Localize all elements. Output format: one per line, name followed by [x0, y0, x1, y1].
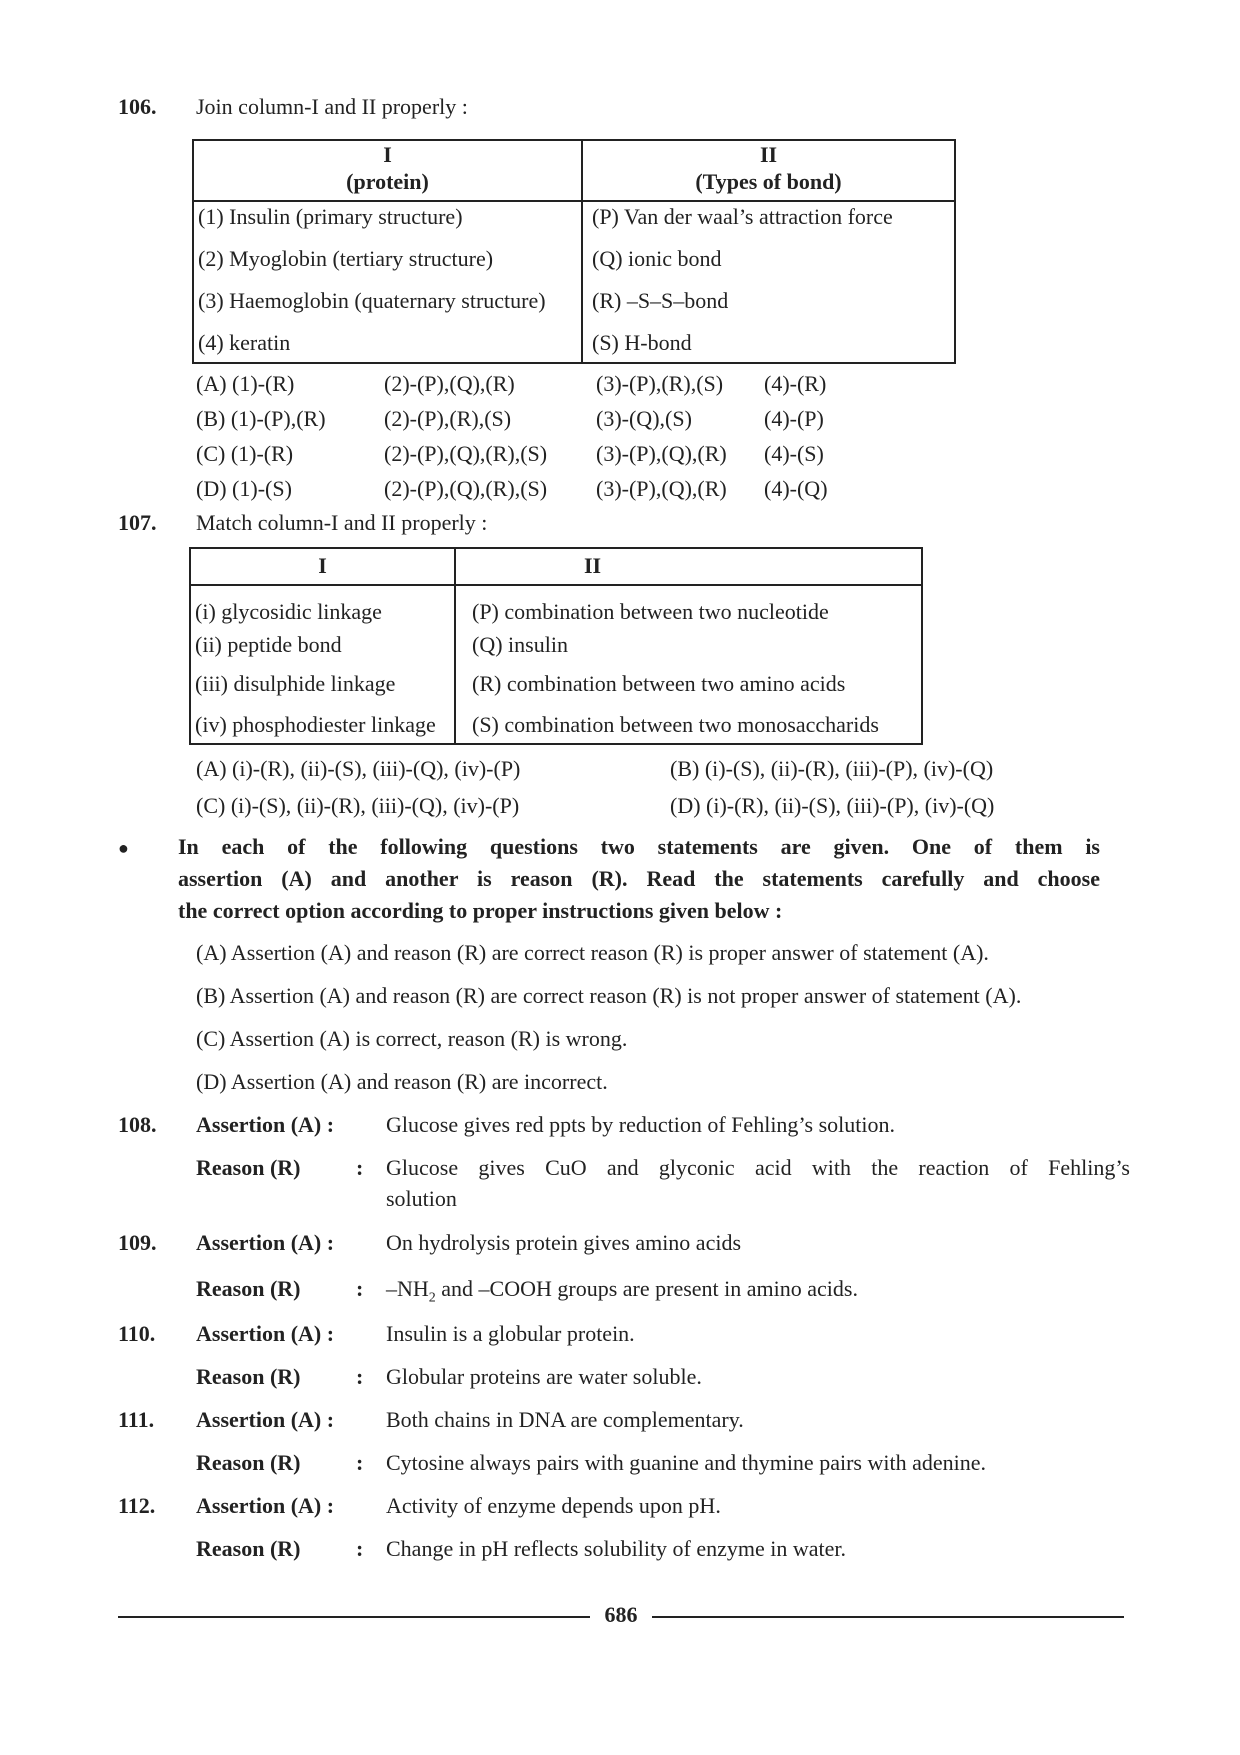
- table-cell: (iv) phosphodiester linkage: [195, 712, 436, 737]
- assertion-label: Assertion (A) :: [196, 1407, 335, 1432]
- reason-colon: :: [356, 1450, 364, 1475]
- instruction-line: In each of the following questions two statements are given. One of them is: [178, 834, 1100, 859]
- reason-text: Globular proteins are water soluble.: [386, 1364, 702, 1389]
- option-part: (3)-(P),(R),(S): [596, 371, 724, 396]
- assertion-text: Activity of enzyme depends upon pH.: [386, 1493, 721, 1518]
- bullet-icon: ●: [118, 838, 129, 858]
- assertion-label: Assertion (A) :: [196, 1230, 335, 1255]
- table-cell: (3) Haemoglobin (quaternary structure): [198, 288, 546, 313]
- reason-colon: :: [356, 1155, 364, 1180]
- option-part: (3)-(P),(Q),(R): [596, 476, 727, 501]
- footer-rule-right: [652, 1616, 1124, 1618]
- assertion-text: On hydrolysis protein gives amino acids: [386, 1230, 742, 1255]
- reason-text: Cytosine always pairs with guanine and thymine pairs with adenine.: [386, 1450, 986, 1475]
- option-part: (C) (1)-(R): [196, 441, 294, 466]
- option-part: (2)-(P),(Q),(R): [384, 371, 515, 396]
- column-header: I: [383, 142, 392, 167]
- assertion-text: Both chains in DNA are complementary.: [386, 1407, 744, 1432]
- reason-text-continued: solution: [386, 1186, 457, 1211]
- option: (D) (i)-(R), (ii)-(S), (iii)-(P), (iv)-(Q): [670, 793, 995, 818]
- reason-label: Reason (R): [196, 1450, 301, 1475]
- option-part: (4)-(P): [764, 406, 824, 431]
- instruction-line: the correct option according to proper instructions given below :: [178, 898, 783, 923]
- reason-label: Reason (R): [196, 1364, 301, 1389]
- option-part: (2)-(P),(Q),(R),(S): [384, 441, 548, 466]
- reason-label: Reason (R): [196, 1155, 301, 1180]
- table-cell: (P) combination between two nucleotide: [472, 599, 829, 624]
- option-part: (4)-(Q): [764, 476, 828, 501]
- question-number: 108.: [118, 1112, 157, 1137]
- table-cell: (R) combination between two amino acids: [472, 671, 846, 696]
- instruction-option: (A) Assertion (A) and reason (R) are correct reason (R) is proper answer of statement (A).: [196, 940, 989, 965]
- assertion-text: Glucose gives red ppts by reduction of Fehling’s solution.: [386, 1112, 895, 1137]
- table-cell: (Q) ionic bond: [592, 246, 722, 271]
- table-cell: (i) glycosidic linkage: [195, 599, 382, 624]
- option-part: (A) (1)-(R): [196, 371, 295, 396]
- reason-text: Change in pH reflects solubility of enzyme in water.: [386, 1536, 847, 1561]
- option-part: (B) (1)-(P),(R): [196, 406, 326, 431]
- assertion-text: Insulin is a globular protein.: [386, 1321, 635, 1346]
- footer-rule-left: [118, 1616, 590, 1618]
- table-cell: (P) Van der waal’s attraction force: [592, 204, 893, 229]
- table-cell: (2) Myoglobin (tertiary structure): [198, 246, 494, 271]
- option: (A) (i)-(R), (ii)-(S), (iii)-(Q), (iv)-(P): [196, 756, 521, 781]
- table-cell: (4) keratin: [198, 330, 291, 355]
- reason-colon: :: [356, 1276, 364, 1301]
- question-number: 106.: [118, 94, 157, 119]
- table-cell: (R) –S–S–bond: [592, 288, 729, 313]
- option-part: (D) (1)-(S): [196, 476, 292, 501]
- column-header: II: [584, 553, 602, 578]
- assertion-label: Assertion (A) :: [196, 1321, 335, 1346]
- reason-colon: :: [356, 1536, 364, 1561]
- reason-colon: :: [356, 1364, 364, 1389]
- option: (B) (i)-(S), (ii)-(R), (iii)-(P), (iv)-(Q): [670, 756, 994, 781]
- column-header: II: [759, 142, 778, 167]
- question-number: 107.: [118, 510, 157, 535]
- instruction-option: (C) Assertion (A) is correct, reason (R) is wrong.: [196, 1026, 628, 1051]
- reason-text: Glucose gives CuO and glyconic acid with the reaction of Fehling’s: [386, 1155, 1130, 1180]
- table-cell: (ii) peptide bond: [195, 632, 342, 657]
- question-number: 110.: [118, 1321, 156, 1346]
- instruction-option: (D) Assertion (A) and reason (R) are incorrect.: [196, 1069, 608, 1094]
- page-number: 686: [604, 1602, 638, 1627]
- table-cell: (Q) insulin: [472, 632, 568, 657]
- subscript: 2: [428, 1290, 436, 1306]
- question-number: 111.: [118, 1407, 155, 1432]
- table-cell: (1) Insulin (primary structure): [198, 204, 463, 229]
- question-text: Join column-I and II properly :: [196, 94, 468, 119]
- question-number: 112.: [118, 1493, 156, 1518]
- instruction-line: assertion (A) and another is reason (R). Read the statements carefully and choose: [178, 866, 1100, 891]
- instruction-option: (B) Assertion (A) and reason (R) are correct reason (R) is not proper answer of statement (A).: [196, 983, 1022, 1008]
- option-part: (4)-(S): [764, 441, 824, 466]
- reason-rest: and –COOH groups are present in amino acids.: [435, 1276, 858, 1301]
- option-part: (3)-(P),(Q),(R): [596, 441, 727, 466]
- option: (C) (i)-(S), (ii)-(R), (iii)-(Q), (iv)-(P): [196, 793, 520, 818]
- column-header: I: [318, 553, 327, 578]
- column-subheader: (protein): [346, 169, 429, 194]
- table-cell: (S) H-bond: [592, 330, 692, 355]
- reason-formula: –NH: [386, 1276, 429, 1301]
- option-part: (3)-(Q),(S): [596, 406, 692, 431]
- reason-label: Reason (R): [196, 1536, 301, 1561]
- question-number: 109.: [118, 1230, 157, 1255]
- option-part: (4)-(R): [764, 371, 827, 396]
- reason-label: Reason (R): [196, 1276, 301, 1301]
- question-text: Match column-I and II properly :: [196, 510, 488, 535]
- option-part: (2)-(P),(Q),(R),(S): [384, 476, 548, 501]
- reason-text: [386, 1276, 858, 1306]
- option-part: (2)-(P),(R),(S): [384, 406, 512, 431]
- assertion-label: Assertion (A) :: [196, 1493, 335, 1518]
- table-cell: (iii) disulphide linkage: [195, 671, 396, 696]
- column-subheader: (Types of bond): [695, 169, 842, 194]
- table-cell: (S) combination between two monosaccharids: [472, 712, 879, 737]
- assertion-label: Assertion (A) :: [196, 1112, 335, 1137]
